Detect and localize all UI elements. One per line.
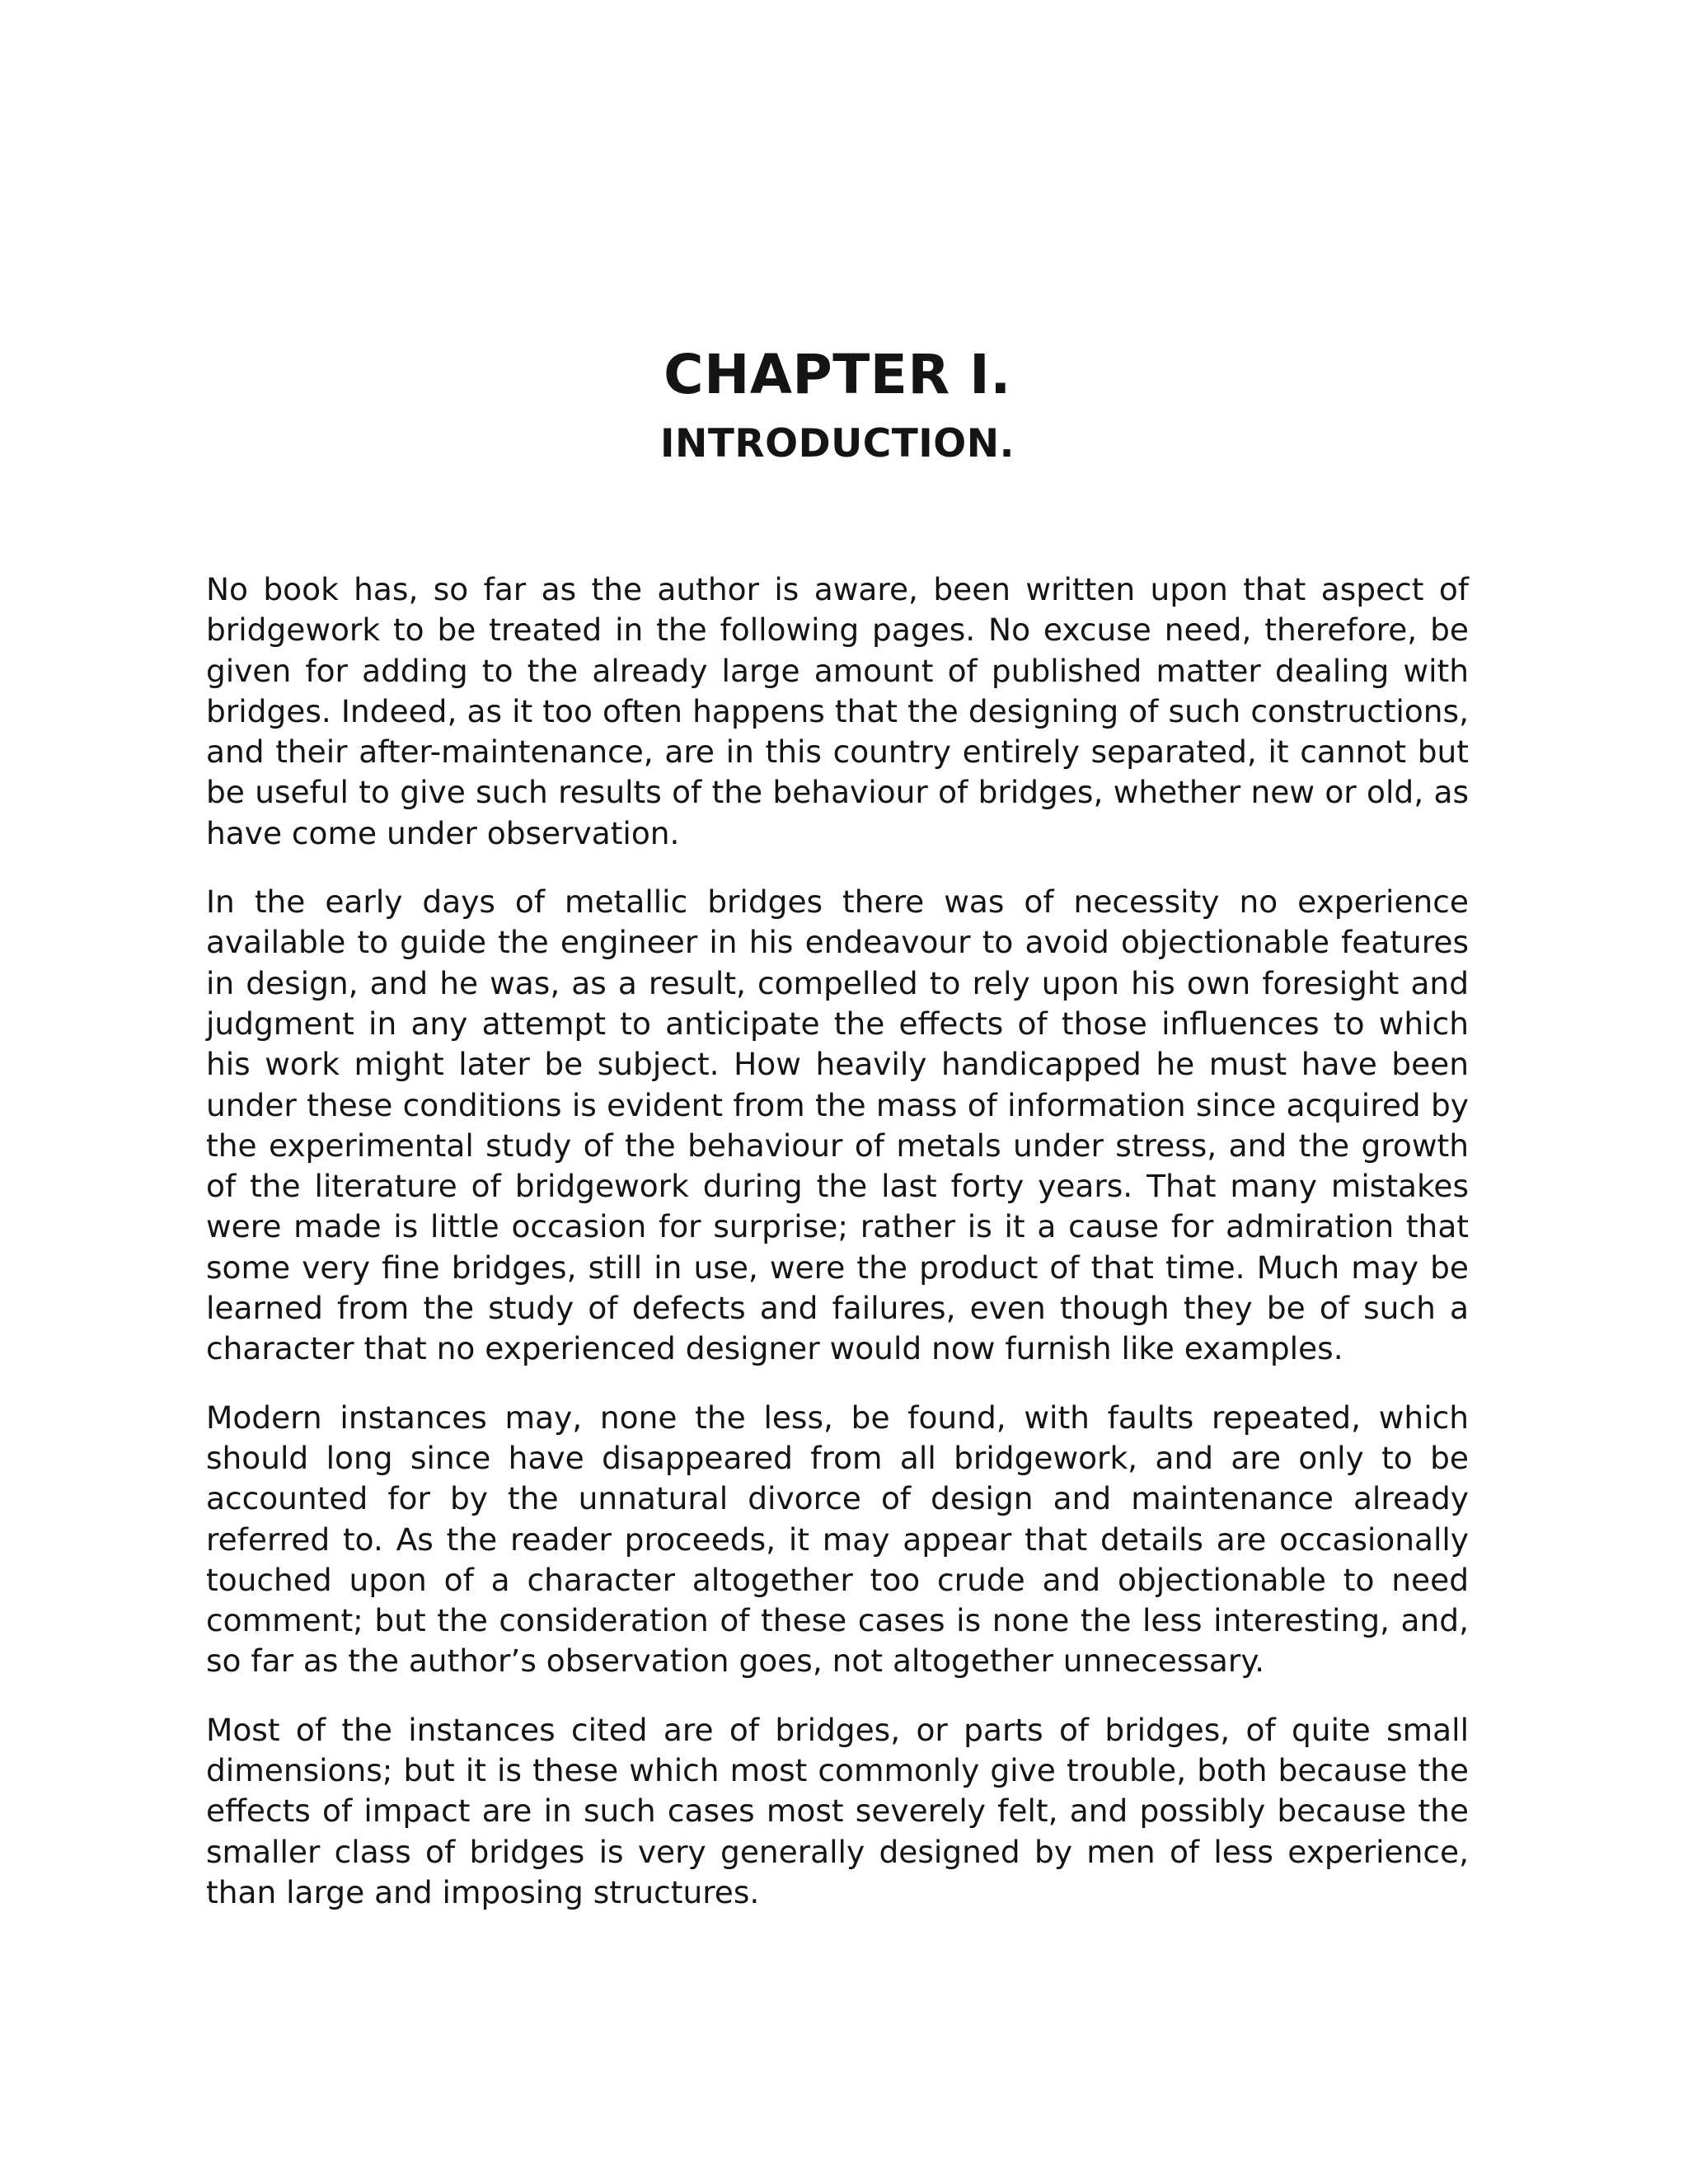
chapter-subtitle: INTRODUCTION. <box>660 421 1015 466</box>
paragraph-3: Modern instances may, none the less, be found, with faults repeated, which should long since have disappeared from all bridgework, and are only to be accounted for by the unnatural divorce of design and maintenance already referred to. As the reader proceeds, it may appear that details are occasionally touched upon of a character altogether too crude and objectionable to need comment; but the consideration of these cases is none the less interesting, and, so far as the author’s observation goes, not altogether unnecessary. <box>206 1399 1469 1680</box>
paragraph-2: In the early days of metallic bridges there was of necessity no experience available to guide the engineer in his endeavour to avoid objectionable features in design, and he was, as a result, compelled to rely upon his own foresight and judgment in any attempt to anticipate the effects of those influences to which his work might later be subject. How heavily handicapped he must have been under these conditions is evident from the mass of information since acquired by the experimental study of the behaviour of metals under stress, and the growth of the literature of bridgework during the last forty years. That many mistakes were made is little occasion for surprise; rather is it a cause for admiration that some very fine bridges, still in use, were the product of that time. Much may be learned from the study of defects and failures, even though they be of such a character that no experienced designer would now furnish like examples. <box>206 883 1469 1367</box>
paragraph-1: No book has, so far as the author is aware, been written upon that aspect of bridgework to be treated in the following pages. No excuse need, therefore, be given for adding to the already large amount of published matter dealing with bridges. Indeed, as it too often happens that the designing of such constructions, and their after-maintenance, are in this country entirely separated, it cannot but be useful to give such results of the behaviour of bridges, whether new or old, as have come under observation. <box>206 571 1469 851</box>
body-text <box>206 569 1469 1913</box>
chapter-title: CHAPTER I. <box>663 343 1011 406</box>
document-page <box>206 342 1469 1941</box>
paragraph-4: Most of the instances cited are of bridges, or parts of bridges, of quite small dimensions; but it is these which most commonly give trouble, both because the effects of impact are in such cases most severely felt, and possibly because the smaller class of bridges is very generally designed by men of less experience, than large and imposing structures. <box>206 1711 1469 1910</box>
